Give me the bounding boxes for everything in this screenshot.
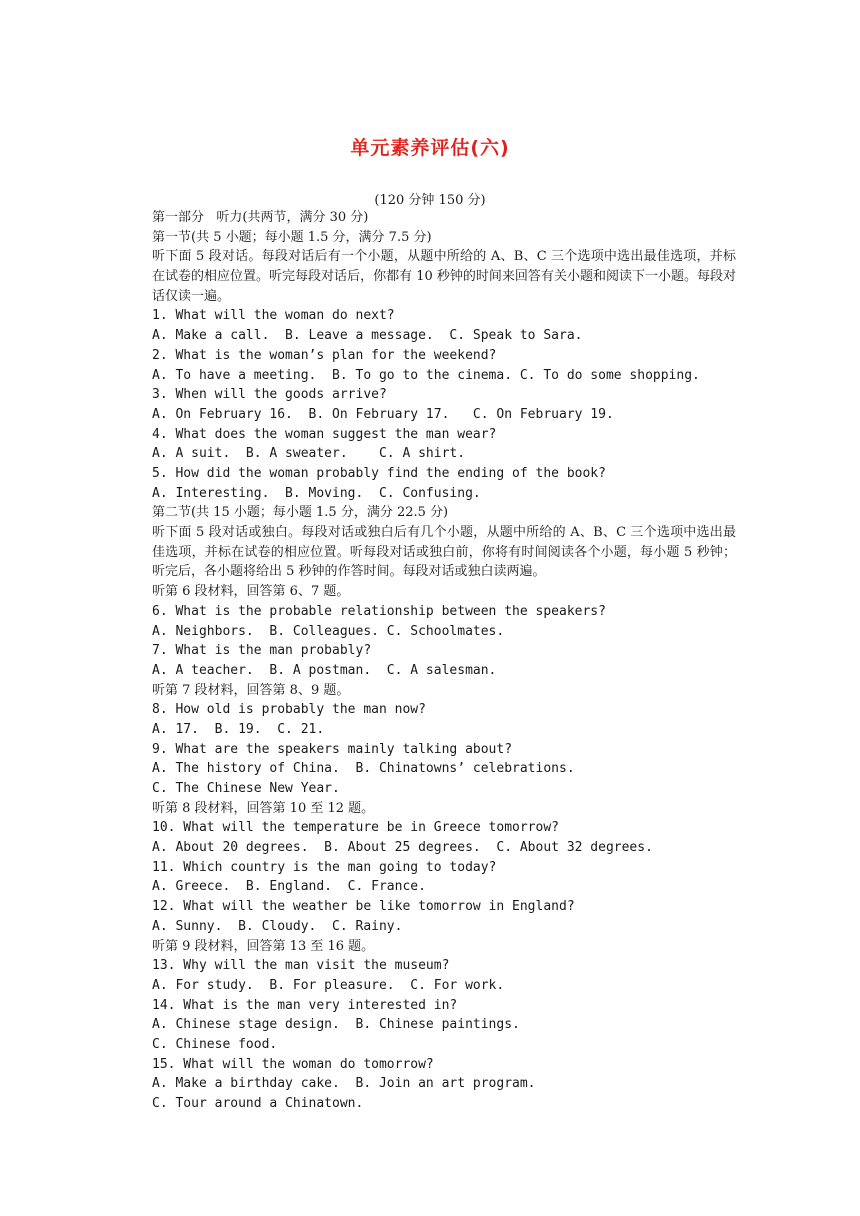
question-options: A. A teacher. B. A postman. C. A salesman.	[152, 662, 497, 678]
question: 5. How did the woman probably find the ending of the book?	[152, 465, 606, 481]
question-options: A. A suit. B. A sweater. C. A shirt.	[152, 446, 466, 462]
question-option-c: C. Chinese food.	[152, 1036, 278, 1052]
question: 14. What is the man very interested in?	[152, 997, 458, 1013]
question-option-c: C. The Chinese New Year.	[152, 781, 340, 797]
question-options: A. About 20 degrees. B. About 25 degrees. C. About 32 degrees.	[152, 840, 653, 856]
question: 15. What will the woman do tomorrow?	[152, 1056, 434, 1072]
exam-body	[124, 208, 736, 1114]
question-options: A. To have a meeting. B. To go to the cinema. C. To do some shopping.	[152, 367, 700, 383]
question-options: A. 17. B. 19. C. 21.	[152, 721, 325, 737]
question-options: A. The history of China. B. Chinatowns’ celebrations.	[152, 761, 575, 777]
question-options: A. On February 16. B. On February 17. C. On February 19.	[152, 406, 614, 422]
section-instruction: 听下面 5 段对话。每段对话后有一个小题，从题中所给的 A、B、C 三个选项中选出最佳选项，并标在试卷的相应位置。听完每段对话后，你都有 10 秒钟的时间来回答有关小题和阅读下一小题。每段对话仅读一遍。	[152, 249, 736, 304]
section-heading: 第一节(共 5 小题；每小题 1.5 分，满分 7.5 分)	[152, 229, 432, 245]
section-instruction: 听下面 5 段对话或独白。每段对话或独白后有几个小题，从题中所给的 A、B、C 三个选项中选出最佳选项，并标在试卷的相应位置。听每段对话或独白前，你将有时间阅读各个小题，每小题 5 秒钟；听完后，各小题将给出 5 秒钟的作答时间。每段对话或独白读两遍。	[152, 525, 736, 580]
question: 7. What is the man probably?	[152, 643, 372, 659]
question-options: A. Chinese stage design. B. Chinese paintings.	[152, 1017, 520, 1033]
question-options: A. Neighbors. B. Colleagues. C. Schoolmates.	[152, 623, 505, 639]
section-heading: 第二节(共 15 小题；每小题 1.5 分，满分 22.5 分)	[152, 505, 449, 521]
question-options: A. Sunny. B. Cloudy. C. Rainy.	[152, 918, 403, 934]
question-option-c: C. Tour around a Chinatown.	[152, 1096, 364, 1112]
question: 12. What will the weather be like tomorrow in England?	[152, 899, 575, 915]
question: 11. Which country is the man going to today?	[152, 859, 497, 875]
exam-duration-score: (120 分钟 150 分)	[374, 193, 486, 208]
question: 13. Why will the man visit the museum?	[152, 958, 450, 974]
page-title: 单元素养评估(六)	[350, 137, 510, 159]
question-options: A. For study. B. For pleasure. C. For work.	[152, 977, 505, 993]
question: 6. What is the probable relationship between the speakers?	[152, 603, 606, 619]
question-options: A. Make a call. B. Leave a message. C. Speak to Sara.	[152, 328, 583, 344]
question: 8. How old is probably the man now?	[152, 702, 426, 718]
material-heading: 听第 7 段材料，回答第 8、9 题。	[152, 682, 350, 698]
question: 9. What are the speakers mainly talking about?	[152, 741, 513, 757]
question: 10. What will the temperature be in Greece tomorrow?	[152, 820, 559, 836]
material-heading: 听第 6 段材料，回答第 6、7 题。	[152, 584, 350, 600]
question: 2. What is the woman’s plan for the weekend?	[152, 347, 497, 363]
material-heading: 听第 9 段材料，回答第 13 至 16 题。	[152, 938, 375, 954]
question-options: A. Make a birthday cake. B. Join an art program.	[152, 1076, 536, 1092]
question: 4. What does the woman suggest the man wear?	[152, 426, 497, 442]
question-options: A. Greece. B. England. C. France.	[152, 879, 426, 895]
question: 3. When will the goods arrive?	[152, 387, 387, 403]
part-heading: 第一部分 听力(共两节，满分 30 分)	[152, 210, 369, 225]
question-options: A. Interesting. B. Moving. C. Confusing.	[152, 485, 481, 501]
material-heading: 听第 8 段材料，回答第 10 至 12 题。	[152, 800, 375, 816]
question: 1. What will the woman do next?	[152, 308, 395, 324]
